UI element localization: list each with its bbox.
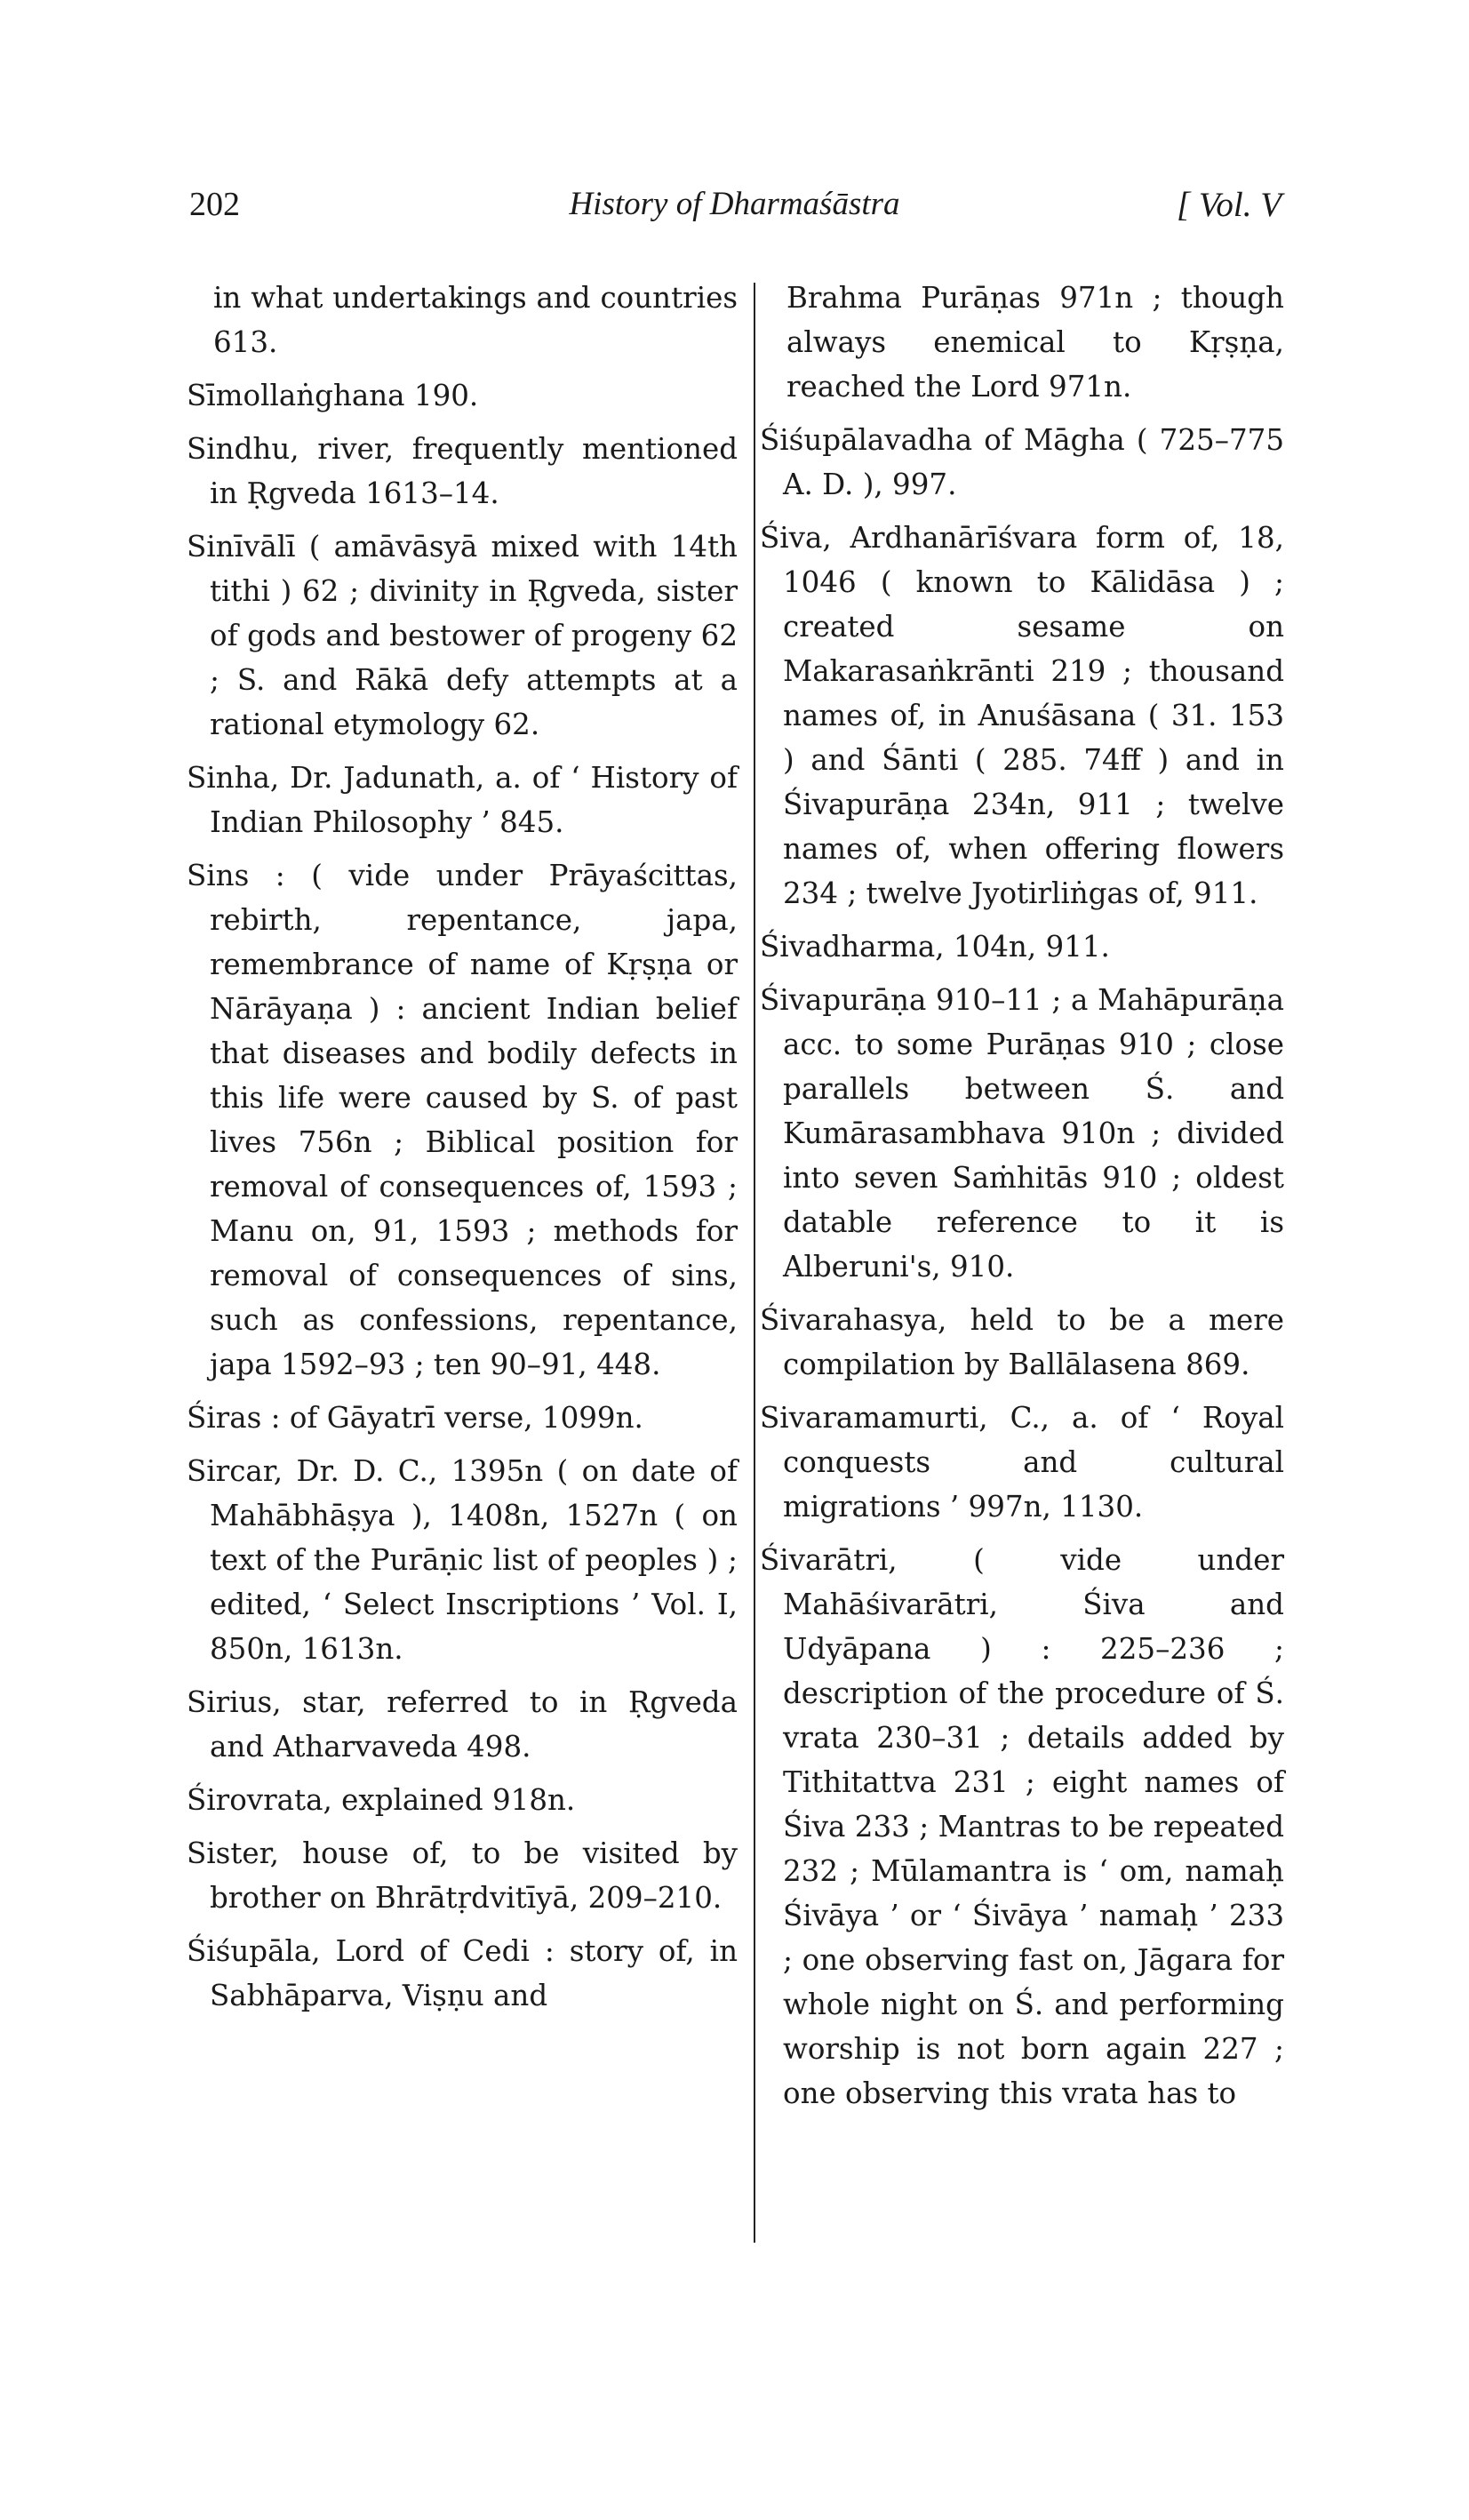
volume-label: [ Vol. V xyxy=(1177,186,1282,224)
index-entry: Sircar, Dr. D. C., 1395n ( on date of Mahābhāṣya ), 1408n, 1527n ( on text of the Purāṇic list of peoples ) ; edited, ‘ Select Inscriptions ’ Vol. I, 850n, 1613n. xyxy=(187,1454,738,1666)
index-entry: Śiras : of Gāyatrī verse, 1099n. xyxy=(187,1401,643,1435)
running-title: History of Dharmaśāstra xyxy=(569,186,900,222)
index-entry: Śiśupāla, Lord of Cedi : story of, in Sabhāparva, Viṣṇu and xyxy=(187,1934,738,2012)
right-column xyxy=(760,276,1284,2124)
index-entry: Śiśupālavadha of Māgha ( 725–775 A. D. ), 997. xyxy=(760,423,1284,501)
index-entry: Sirius, star, referred to in Ṛgveda and Atharvaveda 498. xyxy=(187,1685,738,1764)
index-entry: Śivapurāṇa 910–11 ; a Mahāpurāṇa acc. to some Purāṇas 910 ; close parallels between Ś. and Kumārasambhava 910n ; divided into seven Saṁhitās 910 ; oldest datable reference to it is Alberuni's, 910. xyxy=(760,983,1284,1284)
index-entry: Sinīvālī ( amāvāsyā mixed with 14th tithi ) 62 ; divinity in Ṛgveda, sister of gods and bestower of progeny 62 ; S. and Rākā defy attempts at a rational etymology 62. xyxy=(187,530,738,741)
index-entry: Śivarahasya, held to be a mere compilation by Ballālasena 869. xyxy=(760,1303,1284,1381)
index-entry: Sinha, Dr. Jadunath, a. of ‘ History of Indian Philosophy ’ 845. xyxy=(187,761,738,839)
page-number: 202 xyxy=(189,186,240,223)
index-entry: Śirovrata, explained 918n. xyxy=(187,1783,576,1817)
left-column xyxy=(187,276,738,2027)
index-entry: in what undertakings and countries 613. xyxy=(213,281,738,359)
index-entry: Sīmollaṅghana 190. xyxy=(187,379,479,412)
index-entry: Sindhu, river, frequently mentioned in Ṛgveda 1613–14. xyxy=(187,432,738,510)
column-divider xyxy=(754,283,755,2243)
index-entry: Śiva, Ardhanārīśvara form of, 18, 1046 ( known to Kālidāsa ) ; created sesame on Makarasaṅkrānti 219 ; thousand names of, in Anuśāsana ( 31. 153 ) and Śānti ( 285. 74ff ) and in Śivapurāṇa 234n, 911 ; twelve names of, when offering flowers 234 ; twelve Jyotirliṅgas of, 911. xyxy=(760,521,1284,910)
index-entry: Brahma Purāṇas 971n ; though always enemical to Kṛṣṇa, reached the Lord 971n. xyxy=(786,281,1284,404)
index-entry: Sivaramamurti, C., a. of ‘ Royal conquests and cultural migrations ’ 997n, 1130. xyxy=(760,1401,1284,1524)
index-entry: Sins : ( vide under Prāyaścittas, rebirth, repentance, japa, remembrance of name of Kṛṣṇa or Nārāyaṇa ) : ancient Indian belief that diseases and bodily defects in this life were caused by S. of past lives 756n ; Biblical position for removal of consequences of, 1593 ; Manu on, 91, 1593 ; methods for removal of consequences of sins, such as confessions, repentance, japa 1592–93 ; ten 90–91, 448. xyxy=(187,859,738,1381)
page-header xyxy=(0,185,1469,238)
index-entry: Śivadharma, 104n, 911. xyxy=(760,930,1110,964)
index-entry: Śivarātri, ( vide under Mahāśivarātri, Śiva and Udyāpana ) : 225–236 ; description of the procedure of Ś. vrata 230–31 ; details added by Tithitattva 231 ; eight names of Śiva 233 ; Mantras to be repeated 232 ; Mūlamantra is ‘ om, namaḥ Śivāya ’ or ‘ Śivāya ’ namaḥ ’ 233 ; one observing fast on, Jāgara for whole night on Ś. and performing worship is not born again 227 ; one observing this vrata has to xyxy=(760,1543,1284,2110)
index-entry: Sister, house of, to be visited by brother on Bhrātṛdvitīyā, 209–210. xyxy=(187,1836,738,1915)
